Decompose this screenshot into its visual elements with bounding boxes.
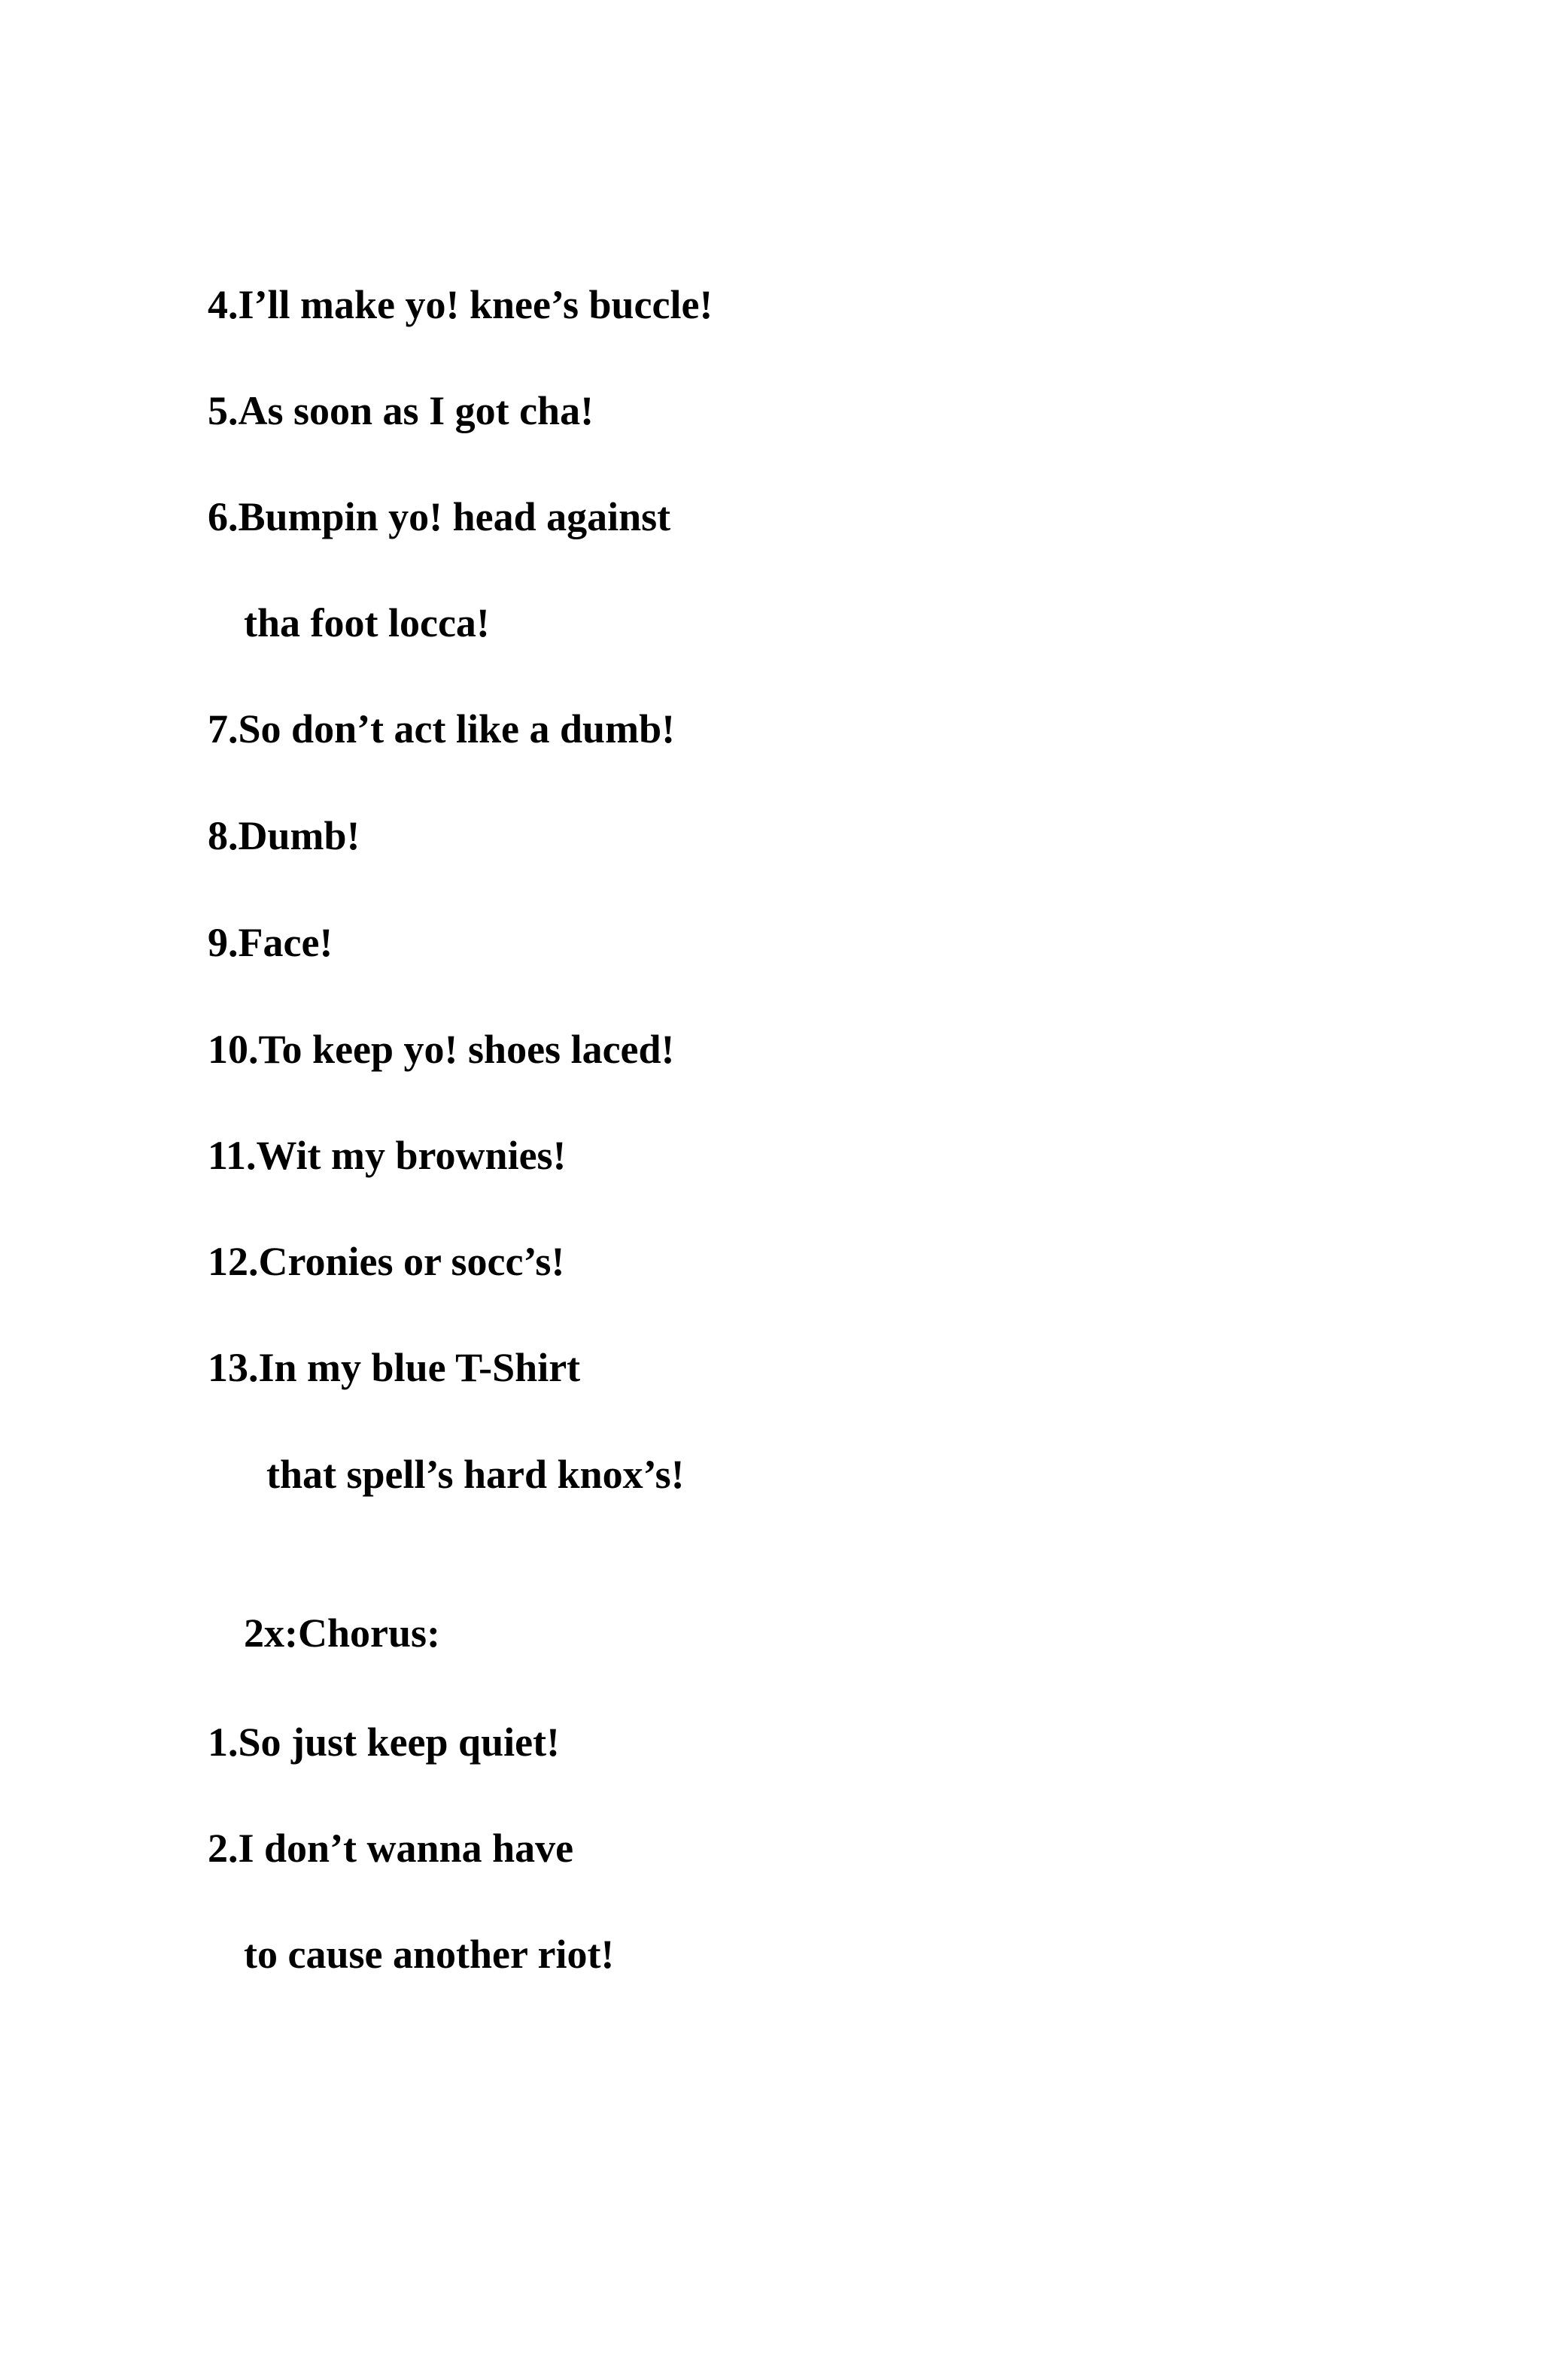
chorus-heading: 2x:Chorus: <box>244 1610 441 1656</box>
lyric-line-6-continued: tha foot locca! <box>244 600 490 645</box>
chorus-line-2: 2.I don’t wanna have <box>208 1826 574 1871</box>
lyric-line-13: 13.In my blue T-Shirt <box>208 1345 581 1390</box>
lyric-line-11: 11.Wit my brownies! <box>208 1133 567 1178</box>
lyric-line-10: 10.To keep yo! shoes laced! <box>208 1027 675 1072</box>
lyric-line-6: 6.Bumpin yo! head against <box>208 494 671 539</box>
chorus-line-1: 1.So just keep quiet! <box>208 1720 561 1765</box>
lyric-line-8: 8.Dumb! <box>208 813 360 858</box>
chorus-line-2-continued: to cause another riot! <box>244 1932 615 1977</box>
lyric-line-7: 7.So don’t act like a dumb! <box>208 706 676 751</box>
lyric-line-9: 9.Face! <box>208 920 333 965</box>
lyric-line-5: 5.As soon as I got cha! <box>208 388 594 433</box>
lyric-line-12: 12.Cronies or socc’s! <box>208 1239 565 1284</box>
lyric-line-4: 4.I’ll make yo! knee’s buccle! <box>208 282 713 327</box>
lyric-line-13-continued: that spell’s hard knox’s! <box>266 1452 685 1497</box>
